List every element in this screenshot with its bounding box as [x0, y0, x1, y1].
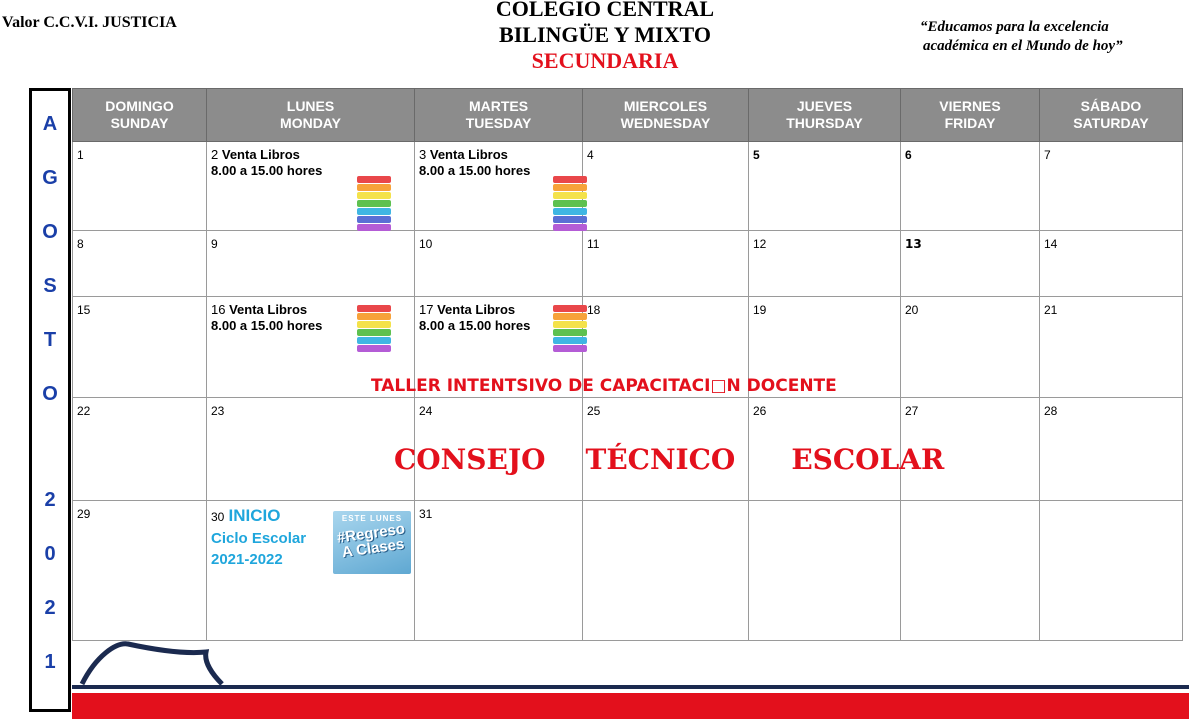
day-number: 23: [211, 404, 225, 418]
day-cell: [583, 501, 749, 641]
day-cell: [207, 142, 415, 231]
footer-red-band: [72, 693, 1189, 719]
school-section: SECUNDARIA: [531, 48, 679, 73]
day-cell: [1040, 398, 1183, 501]
back-to-school-graphic: ESTE LUNES #Regreso A Clases: [333, 511, 411, 574]
day-number: 29: [77, 507, 91, 521]
book-sale-event: 2 Venta Libros 8.00 a 15.00 hores: [211, 147, 323, 178]
day-cell: [901, 501, 1040, 641]
day-number: 18: [587, 303, 601, 317]
day-cell: [415, 501, 583, 641]
year-digit: 2: [44, 597, 56, 619]
year-digit: 0: [44, 543, 56, 565]
day-number: 28: [1044, 404, 1058, 418]
day-cell: [749, 231, 901, 297]
book-sale-event: 3 Venta Libros 8.00 a 15.00 hores: [419, 147, 531, 178]
school-name-line2: BILINGÜE Y MIXTO: [499, 22, 711, 47]
books-stack-icon: [355, 305, 395, 359]
day-number: 22: [77, 404, 91, 418]
book-sale-event: 16 Venta Libros 8.00 a 15.00 hores: [211, 302, 323, 333]
school-start-event: 30 INICIO Ciclo Escolar 2021-2022: [211, 506, 307, 568]
day-number: 6: [905, 148, 912, 162]
day-cell: [749, 142, 901, 231]
day-cell: [207, 398, 415, 501]
weekday-header: SÁBADO SATURDAY: [1040, 89, 1183, 142]
month-letter: O: [42, 383, 58, 405]
month-letter: G: [42, 167, 58, 189]
day-number: 8: [77, 237, 84, 251]
day-number: 4: [587, 148, 594, 162]
day-cell: [207, 501, 415, 641]
day-number: 26: [753, 404, 767, 418]
day-number: 31: [419, 507, 433, 521]
book-sale-event: 17 Venta Libros 8.00 a 15.00 hores: [419, 302, 531, 333]
slogan-line2: académica en el Mundo de hoy”: [923, 38, 1123, 54]
day-cell: [415, 231, 583, 297]
day-number: 11: [587, 237, 600, 251]
weekday-header: DOMINGO SUNDAY: [73, 89, 207, 142]
month-year-banner: [29, 88, 71, 712]
day-cell: [207, 231, 415, 297]
footer-swoosh-graphic: [76, 636, 236, 688]
month-letter: O: [42, 221, 58, 243]
day-cell: [583, 231, 749, 297]
day-number: 20: [905, 303, 919, 317]
slogan-line1: “Educamos para la excelencia: [920, 19, 1109, 35]
day-number: 5: [753, 148, 760, 162]
day-cell: [73, 297, 207, 398]
week-row: [73, 231, 1183, 297]
month-letter: A: [42, 113, 58, 135]
calendar-table: [72, 88, 1183, 641]
day-number: 15: [77, 303, 91, 317]
day-cell: [73, 231, 207, 297]
day-cell: [1040, 501, 1183, 641]
weekday-header: MIERCOLES WEDNESDAY: [583, 89, 749, 142]
day-cell: [749, 501, 901, 641]
day-number: 19: [753, 303, 767, 317]
month-letter: T: [43, 329, 57, 351]
technical-council-banner: CONSEJO TÉCNICO ESCOLAR: [394, 443, 945, 476]
school-value-motto: Valor C.C.V.I. JUSTICIA: [2, 14, 177, 31]
week-row: [73, 501, 1183, 641]
year-digit: 2: [44, 489, 56, 511]
day-number: 25: [587, 404, 601, 418]
day-number: 21: [1044, 303, 1058, 317]
day-number: 10: [419, 237, 433, 251]
school-name-line1: COLEGIO CENTRAL: [495, 0, 715, 21]
day-number: 27: [905, 404, 919, 418]
day-cell: [415, 142, 583, 231]
school-title: [400, 0, 810, 74]
school-slogan: [920, 18, 1199, 56]
books-stack-icon: [355, 176, 395, 230]
weekday-header-row: [73, 89, 1183, 142]
day-cell: [1040, 231, 1183, 297]
week-row: [73, 142, 1183, 231]
day-number: 1: [77, 148, 84, 162]
day-cell: [901, 231, 1040, 297]
weekday-header: MARTES TUESDAY: [415, 89, 583, 142]
day-cell: [583, 142, 749, 231]
day-cell: [1040, 142, 1183, 231]
day-number: 14: [1044, 237, 1058, 251]
day-cell: [73, 398, 207, 501]
day-cell: [901, 297, 1040, 398]
day-cell: [1040, 297, 1183, 398]
weekday-header: JUEVES THURSDAY: [749, 89, 901, 142]
footer-navy-stripe: [72, 685, 1189, 689]
day-number: 7: [1044, 148, 1051, 162]
day-number: 24: [419, 404, 433, 418]
weekday-header: LUNES MONDAY: [207, 89, 415, 142]
day-cell: [73, 142, 207, 231]
day-cell: [73, 501, 207, 641]
day-number: 12: [753, 237, 767, 251]
day-number: 9: [211, 237, 218, 251]
month-letter: S: [43, 275, 57, 297]
day-cell: [901, 142, 1040, 231]
teacher-training-banner: TALLER INTENTSIVO DE CAPACITACI□N DOCENTE: [371, 376, 837, 396]
day-number: 13: [905, 237, 922, 251]
weekday-header: VIERNES FRIDAY: [901, 89, 1040, 142]
year-digit: 1: [44, 651, 56, 673]
